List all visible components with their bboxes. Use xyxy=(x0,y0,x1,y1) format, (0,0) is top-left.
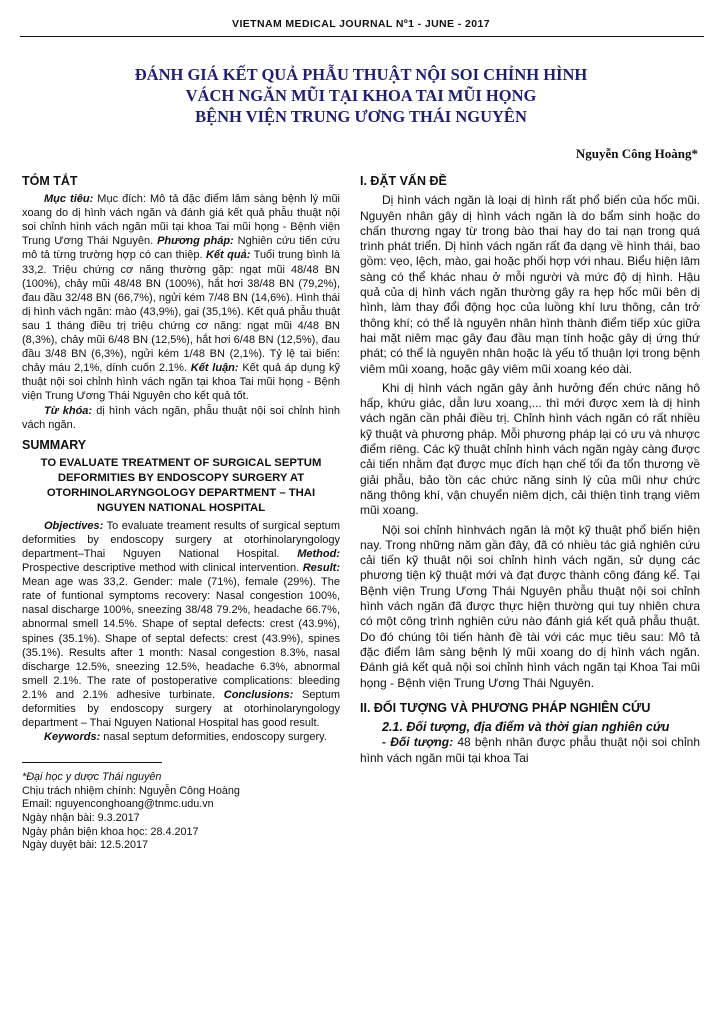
tukhoa-line xyxy=(22,404,340,432)
ketqua-text: Tuổi trung bình là 33,2. Triệu chứng cơ năng thường gặp: ngạt mũi 48/48 BN (100%), chảy mũi 48/48 BN (100%), hắt hơi 38/48 BN (79,2%), đau đầu 32/48 BN (66,7%), ngửi kém 7/48 BN (14,6%). Hình thái dị hình vách ngăn: mào (43,9%), gai (35,1%). Kết quả phẫu thuật sau 1 tháng điều trị triệu chứng cơ năng: ngạt mũi 4/48 BN (8,3%), chảy mũi 6/48 BN (12,5%), hắt hơi 6/48 BN (12,5%), đau đầu 3/48 BN (6,3%), ngửi kém 1/48 BN (2,1%). Tỷ lệ tai biến: chảy máu 2,1%, dính cuốn 2.1%. xyxy=(22,249,341,375)
conclusions-label: Conclusions: xyxy=(223,688,294,701)
keywords-label: Keywords: xyxy=(44,731,101,744)
section1-paragraph-3: Nội soi chỉnh hìnhvách ngăn là một kỹ thuật phổ biến hiện nay. Trong những năm gần đây, đã có nhiều tác giả nghiên cứu cải tiến kỹ thuật nội soi chỉnh hình vách ngăn, sử dụng các phương tiện kỹ thuật mới và đạt được thành công đáng kể. Tại Bệnh viện Trung Ương Thái Nguyên phẫu thuật nội soi chỉnh hình vách ngăn đã được thực hiện thường qui tuy nhiên chưa có một công trình nghiên cứu nào đánh giá kết quả phẫu thuật. Do đó chúng tôi tiến hành đề tài với các mục tiêu sau: Mô tả đặc điểm lâm sàng bệnh lý mũi xoang do dị hình vách ngăn. Đánh giá kết quả nội soi chỉnh hình vách ngăn tại Khoa Tai mũi họng - Bệnh viện Trung Ương Thái Nguyên. xyxy=(360,522,700,690)
summary-heading: SUMMARY xyxy=(22,437,87,452)
section1-heading: I. ĐẶT VẤN ĐỀ xyxy=(360,174,447,188)
title-line-3: BỆNH VIỆN TRUNG ƯƠNG THÁI NGUYÊN xyxy=(195,107,527,126)
summary-title: TO EVALUATE TREATMENT OF SURGICAL SEPTUM DEFORMITIES BY ENDOSCOPY SURGERY AT OTORHINOLARYNGOLOGY DEPARTMENT – THAI NGUYEN NATIONAL HOSPITAL xyxy=(40,456,322,514)
author: Nguyễn Công Hoàng* xyxy=(575,146,698,161)
doituong-label: - Đối tượng: xyxy=(382,735,454,750)
result-label: Result: xyxy=(302,562,340,575)
tomtat-abstract xyxy=(22,192,340,403)
footnote-rule xyxy=(22,762,162,763)
section1-paragraph-1: Dị hình vách ngăn là loại dị hình rất phổ biến của hốc mũi. Nguyên nhân gây dị hình vách ngăn là do bẩm sinh hoặc do chấn thương ngay từ trong bào thai hay do tai nạn trong quá trình phát triển. Dị hình vách ngăn rất đa dạng về hình thái, bao gồm: vẹo, lệch, mào, gai hoặc phối hợp với nhau. Biểu hiện lâm sàng có thể khác nhau ở mỗi người và mức độ dị hình. Hậu quả của dị hình vách ngăn thường gây ra hẹp hốc mũi bên dị hình, làm thay đổi động học của luồng khí lưu thông, cản trở thông khí; có thể là nguyên nhân hình thành điểm tiếp xúc giữa hai mặt niêm mạc gây đau đầu mạn tính hoặc gây dị ứng thứ phát; có thể là nguyên nhân hoặc là yếu tố thuận lợi trong bệnh viêm mũi xoang, hoặc gây viêm mũi xoang kéo dài. xyxy=(360,193,700,376)
footnote-email: Email: nguyenconghoang@tnmc.udu.vn xyxy=(22,798,214,811)
left-column xyxy=(22,174,340,853)
summary-abstract xyxy=(22,519,340,730)
journal-header: VIETNAM MEDICAL JOURNAL Nº1 - JUNE - 2017 xyxy=(232,18,490,30)
muctieu-text: Mục đích: Mô tả đặc điểm lâm sàng bệnh lý mũi xoang do dị hình vách ngăn và đánh giá kết quả phẫu thuật nội soi chỉnh hình vách ngăn mũi tại khoa Tai mũi họng - Bệnh viện Trung Ương Thái Nguyên. xyxy=(22,193,341,248)
objectives-text: To evaluate treament results of surgical septum deformities by endoscopy surgery at otorhinolaryngology department–Thai Nguyen National Hospital. xyxy=(22,519,340,560)
phuongphap-label: Phương pháp: xyxy=(157,235,234,248)
keywords-text: nasal septum deformities, endoscopy surgery. xyxy=(100,731,327,744)
result-text: Mean age was 33,2. Gender: male (71%), female (29%). The rate of funtional symptoms recovery: Nasal congestion 100%, nasal discharge 100%, sneezing 38/48 79.2%, headache 66.7%, abnormal smell 14.5%. Shape of septal defects: crest (43.9%), spines (35.1%). Shape of septal defects: crest (43.9%), spines (35.1%). Results after 1 month: Nasal congestion 8.3%, nasal discharge 12.5%, sneezing 12.5%, headache 6.3%, abnormal smell 2.1%. The rate of postoperative complications: bleeding 2.1% and 2.1% adhesive turbinate. xyxy=(22,576,340,701)
footnote-responsible: Chịu trách nhiệm chính: Nguyễn Công Hoàng xyxy=(22,784,240,797)
footnote-affiliation: *Đại học y dược Thái nguyên xyxy=(22,771,162,784)
footnote xyxy=(22,771,340,853)
section2-heading: II. ĐỐI TƯỢNG VÀ PHƯƠNG PHÁP NGHIÊN CỨU xyxy=(360,700,651,715)
section2-subheading: 2.1. Đối tượng, địa điểm và thời gian nghiên cứu xyxy=(382,720,670,735)
doituong-text: 48 bệnh nhân được phẫu thuật nội soi chỉnh hình vách ngăn mũi tại khoa Tai xyxy=(360,735,700,765)
method-label: Method: xyxy=(297,547,340,560)
ketluan-text: Kết quả áp dụng kỹ thuật nội soi chỉnh hình vách ngăn tại khoa Tai mũi họng - Bệnh viện Trung Ương Thái Nguyên cho kết quả tốt. xyxy=(22,362,341,403)
doituong-paragraph xyxy=(360,735,700,766)
conclusions-text: Septum deformities by endoscopy surgery at otorhinolaryngology department – Thai Nguyen National Hospital has good result. xyxy=(22,688,340,730)
footnote-reviewed: Ngày phản biện khoa học: 28.4.2017 xyxy=(22,825,199,838)
footnote-approved: Ngày duyệt bài: 12.5.2017 xyxy=(22,839,149,852)
title-line-1: ĐÁNH GIÁ KẾT QUẢ PHẪU THUẬT NỘI SOI CHỈNH HÌNH xyxy=(134,65,588,84)
method-text: Prospective descriptive method with clinical intervention. xyxy=(22,562,300,575)
title-line-2: VÁCH NGĂN MŨI TẠI KHOA TAI MŨI HỌNG xyxy=(185,86,537,105)
ketluan-label: Kết luận: xyxy=(190,362,239,375)
footnote-received: Ngày nhận bài: 9.3.2017 xyxy=(22,812,140,825)
objectives-label: Objectives: xyxy=(44,519,104,532)
tukhoa-text: dị hình vách ngăn, phẫu thuật nội soi chỉnh hình vách ngăn. xyxy=(22,404,340,431)
right-column xyxy=(360,174,700,766)
muctieu-label: Mục tiêu: xyxy=(44,193,94,206)
tomtat-heading: TÓM TẮT xyxy=(22,174,78,188)
tukhoa-label: Từ khóa: xyxy=(44,404,93,417)
keywords-line xyxy=(22,730,340,744)
section1-paragraph-2: Khi dị hình vách ngăn gây ảnh hưởng đến chức năng hô hấp, khứu giác, dẫn lưu xoang,... thì mới được xem là dị hình vách ngăn cần phải điều trị. Chỉnh hình vách ngăn có rất nhiều kỹ thuật và phương pháp. Mỗi phương pháp lại có ưu và nhược điểm riêng. Các kỹ thuật chỉnh hình vách ngăn ngày càng được cải tiến nhằm đạt được mục đích hạn chế tối đa tổn thương về giải phẫu, bảo tồn các chức năng sinh lý của mũi như chức năng thông khí, vận chuyển niêm dịch, cải thiện tình trạng viêm mũi xoang. xyxy=(360,380,700,518)
phuongphap-text: Nghiên cứu tiến cứu mô tả từng trường hợp có can thiệp. xyxy=(22,235,340,262)
ketqua-label: Kết quả: xyxy=(205,249,251,262)
header-rule xyxy=(20,36,704,37)
article-title xyxy=(40,64,682,127)
